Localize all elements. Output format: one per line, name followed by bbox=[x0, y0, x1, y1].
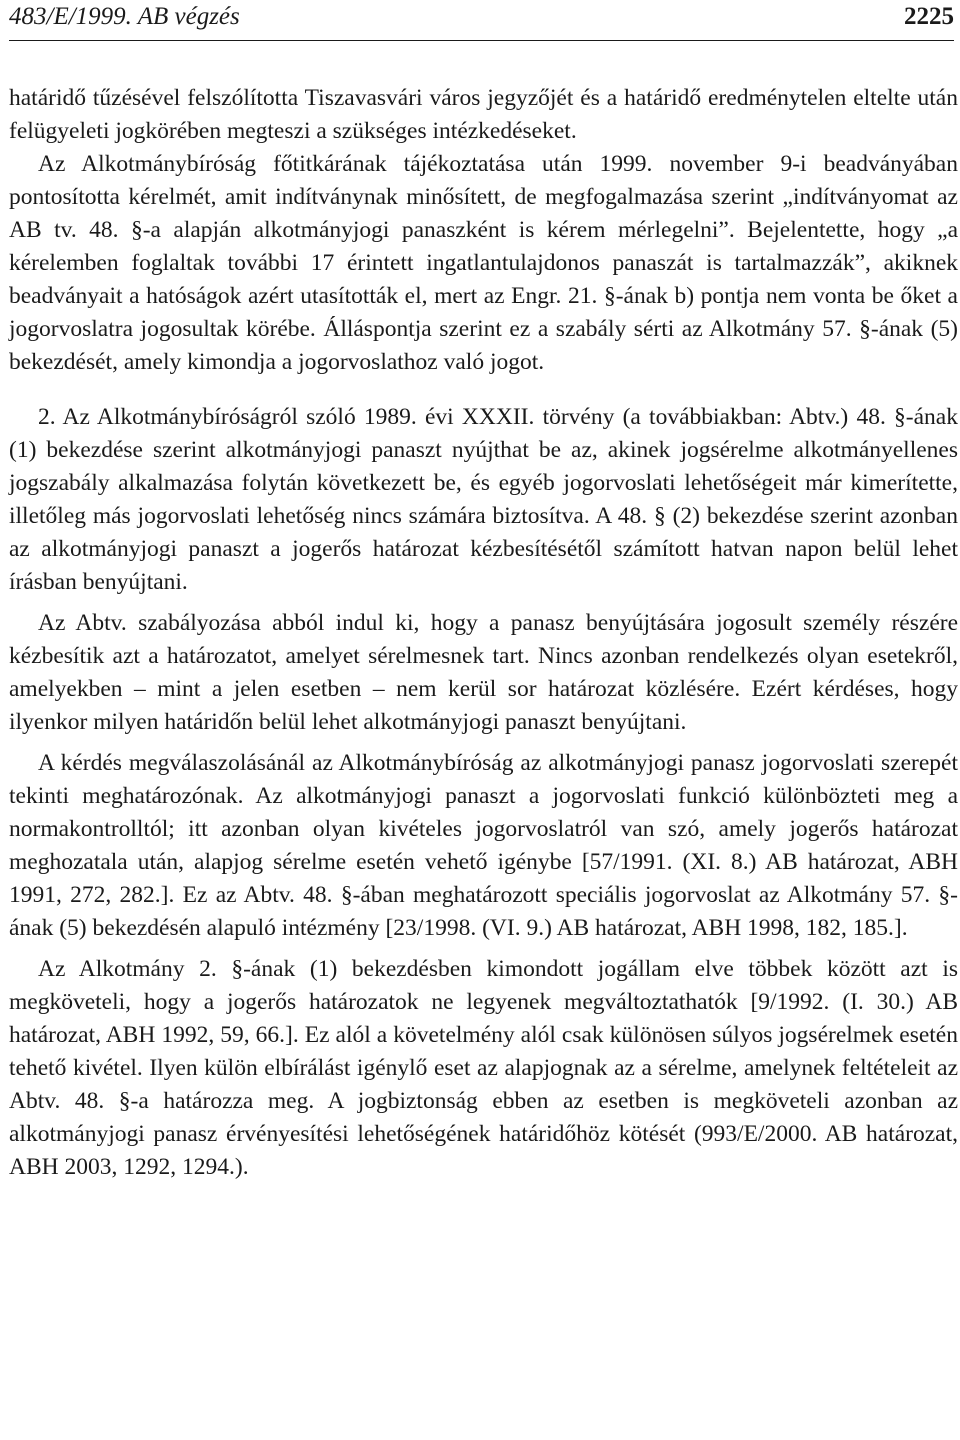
paragraph-section-2: 2. Az Alkotmánybíróságról szóló 1989. évi XXXII. törvény (a továbbiakban: Abtv.) 48. §-ának (1) bekezdése szerint alkotmányjogi panaszt nyújthat be az, akinek jogsérelme alkotmányellenes jogszabály alkalmazása folytán következett be, és egyéb jogorvoslati lehetőségeit már kimerítette, illetőleg más jogorvoslati lehetőség nincs számára biztosítva. A 48. § (2) bekezdése szerint azonban az alkotmányjogi panaszt a jogerős határozat kézbesítésétől számított hatvan napon belül lehet írásban benyújtani. bbox=[9, 404, 958, 595]
running-header bbox=[9, 0, 954, 41]
paragraph: A kérdés megválaszolásánál az Alkotmánybíróság az alkotmányjogi panasz jogorvoslati szerepét tekinti meghatározónak. Az alkotmányjogi panaszt a jogorvoslati funkció különbözteti meg a normakontrolltól; itt azonban olyan kivételes jogorvoslatról van szó, amely jogerős határozat meghozatala után, alapjog sérelme esetén vehető igénybe [57/1991. (XI. 8.) AB határozat, ABH 1991, 272, 282.]. Ez az Abtv. 48. §-ában meghatározott speciális jogorvoslat az Alkotmány 57. §-ának (5) bekezdésén alapuló intézmény [23/1998. (VI. 9.) AB határozat, ABH 1998, 182, 185.]. bbox=[9, 750, 958, 941]
paragraph: Az Abtv. szabályozása abból indul ki, hogy a panasz benyújtására jogosult személy részére kézbesítik azt a határozatot, amelyet sérelmesnek tart. Nincs azonban rendelkezés olyan esetekről, amelyekben – mint a jelen esetben – nem kerül sor határozat közlésére. Ezért kérdéses, hogy ilyenkor milyen határidőn belül lehet alkotmányjogi panaszt benyújtani. bbox=[9, 610, 958, 735]
paragraph: Az Alkotmánybíróság főtitkárának tájékoztatása után 1999. november 9-i beadványában pontosította kérelmét, amit indítványnak minősített, de megfogalmazása szerint „indítványomat az AB tv. 48. §-a alapján alkotmányjogi panaszként is kérem mérlegelni”. Bejelentette, hogy „a kérelemben foglaltak további 17 érintett ingatlantulajdonos panaszát is tartalmazzák”, akiknek beadványait a hatóságok azért utasították el, mert az Engr. 21. §-ának b) pontja nem vonta be őket a jogorvoslatra jogosultak körébe. Álláspontja szerint ez a szabály sérti az Alkotmány 57. §-ának (5) bekezdését, amely kimondja a jogorvoslathoz való jogot. bbox=[9, 151, 958, 375]
paragraph: Az Alkotmány 2. §-ának (1) bekezdésben kimondott jogállam elve többek között azt is megköveteli, hogy a jogerős határozatok ne legyenek megváltoztathatók [9/1992. (I. 30.) AB határozat, ABH 1992, 59, 66.]. Ez alól a követelmény alól csak különösen súlyos jogsérelmek esetén tehető kivétel. Ilyen külön elbírálást igénylő eset az alapjognak az a sérelme, amelynek feltételeit az Abtv. 48. §-a határozza meg. A jogbiztonság ebben az esetben is megköveteli azonban az alkotmányjogi panasz érvényesítési lehetőségének határidőhöz kötését (993/E/2000. AB határozat, ABH 2003, 1292, 1294.). bbox=[9, 956, 958, 1180]
case-reference: 483/E/1999. AB végzés bbox=[9, 3, 240, 30]
body-text bbox=[9, 82, 958, 1184]
page-number: 2225 bbox=[904, 3, 954, 30]
paragraph-continuation: határidő tűzésével felszólította Tiszavasvári város jegyzőjét és a határidő eredménytelen eltelte után felügyeleti jogkörében megteszi a szükséges intézkedéseket. bbox=[9, 85, 958, 144]
